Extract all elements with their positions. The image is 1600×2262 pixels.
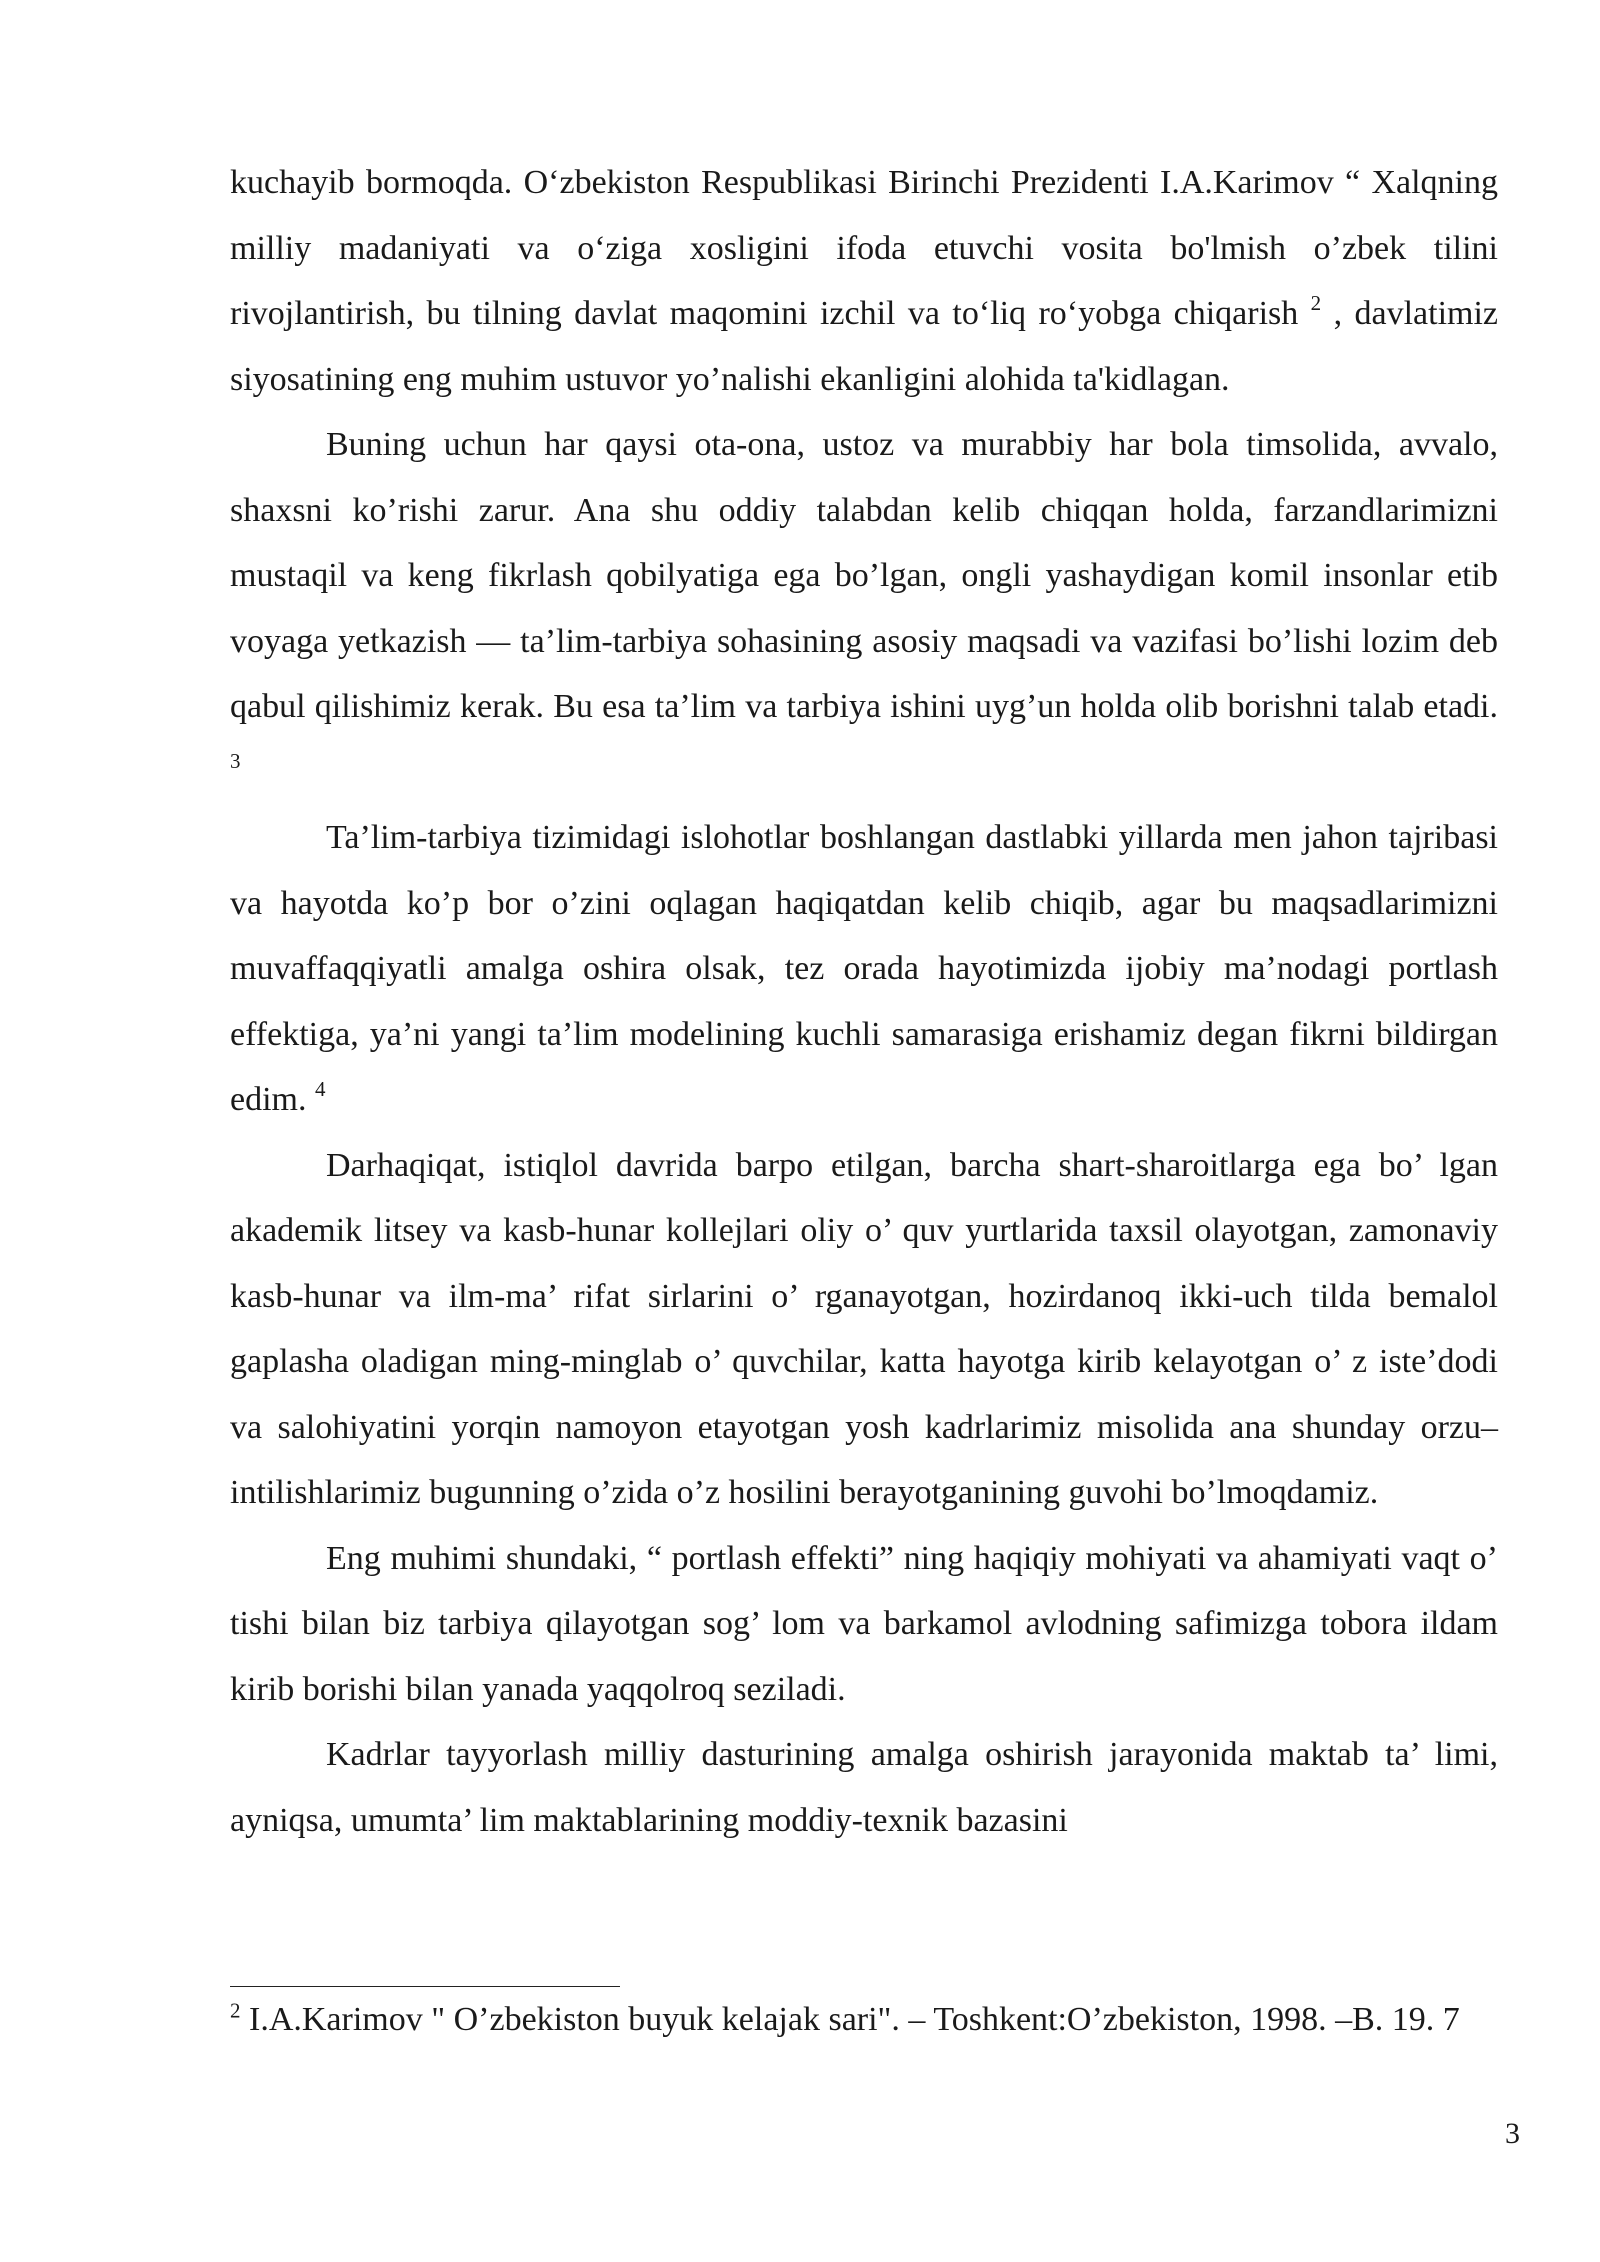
paragraph-4 (230, 1133, 1498, 1526)
footnote-reference: 2 (1310, 290, 1322, 315)
paragraph-text: Eng muhimi shundaki, “ portlash effekti” ning haqiqiy mohiyati va ahamiyati vaqt o’ tishi bilan biz tarbiya qilayotgan sog’ lom va barkamol avlodning safimizga tobora ildam kirib borishi bilan yanada yaqqolroq seziladi. (230, 1539, 1498, 1708)
footnote-text: I.A.Karimov " O’zbekiston buyuk kelajak sari". – Toshkent:O’zbekiston, 1998. –B. 19. 7 (240, 2001, 1460, 2038)
footnote (230, 1998, 1530, 2042)
paragraph-1 (230, 150, 1498, 412)
paragraph-text: Kadrlar tayyorlash milliy dasturining amalga oshirish jarayonida maktab ta’ limi, ayniqsa, umumta’ lim maktablarining moddiy-texnik bazasini (230, 1736, 1498, 1839)
footnote-number: 2 (230, 1998, 241, 2023)
page-number: 3 (1505, 2117, 1520, 2150)
body-text (230, 150, 1498, 1853)
footnote-reference: 4 (314, 1076, 326, 1101)
paragraph-text: kuchayib bormoqda. O‘zbekiston Respublikasi Birinchi Prezidenti I.A.Karimov “ Xalqning milliy madaniyati va o‘ziga xosligini ifoda etuvchi vosita bo'lmish o’zbek tilini rivojlantirish, bu tilning davlat maqomini izchil va to‘liq ro‘yobga chiqarish (230, 164, 1498, 332)
paragraph-6 (230, 1722, 1498, 1853)
footnote-reference: 3 (230, 749, 241, 774)
paragraph-text: Ta’lim-tarbiya tizimidagi islohotlar boshlangan dastlabki yillarda men jahon tajribasi va hayotda ko’p bor o’zini oqlagan haqiqatdan kelib chiqib, agar bu maqsadlarimizni muvaffaqqiyatli amalga oshira olsak, tez orada hayotimizda ijobiy ma’nodagi portlash effektiga, ya’ni yangi ta’lim modelining kuchli samarasiga erishamiz degan fikrni bildirgan edim. (230, 819, 1498, 1118)
footnote-separator (230, 1986, 620, 1987)
paragraph-text: Darhaqiqat, istiqlol davrida barpo etilgan, barcha shart-sharoitlarga ega bo’ lgan akademik litsey va kasb-hunar kollejlari oliy o’ quv yurtlarida taxsil olayotgan, zamonaviy kasb-hunar va ilm-ma’ rifat sirlarini o’ rganayotgan, hozirdanoq ikki-uch tilda bemalol gaplasha oladigan ming-minglab o’ quvchilar, katta hayotga kirib kelayotgan o’ z iste’dodi va salohiyatini yorqin namoyon etayotgan yosh kadrlarimiz misolida ana shunday orzu– intilishlarimiz bugunning o’zida o’z hosilini berayotganining guvohi bo’lmoqdamiz. (230, 1146, 1498, 1511)
paragraph-2 (230, 412, 1498, 805)
paragraph-text: Buning uchun har qaysi ota-ona, ustoz va murabbiy har bola timsolida, avvalo, shaxsni ko’rishi zarur. Ana shu oddiy talabdan kelib chiqqan holda, farzandlarimizni mustaqil va keng fikrlash qobilyatiga ega bo’lgan, ongli yashaydigan komil insonlar etib voyaga yetkazish — ta’lim-tarbiya sohasining asosiy maqsadi va vazifasi bo’lishi lozim deb qabul qilishimiz kerak. Bu esa ta’lim va tarbiya ishini uyg’un holda olib borishni talab etadi. (230, 426, 1498, 725)
paragraph-5 (230, 1526, 1498, 1723)
paragraph-3 (230, 805, 1498, 1133)
paragraph-text-continued: , davlatimiz siyosatining eng muhim ustuvor yo’nalishi ekanligini alohida ta'kidlagan. (230, 295, 1499, 398)
